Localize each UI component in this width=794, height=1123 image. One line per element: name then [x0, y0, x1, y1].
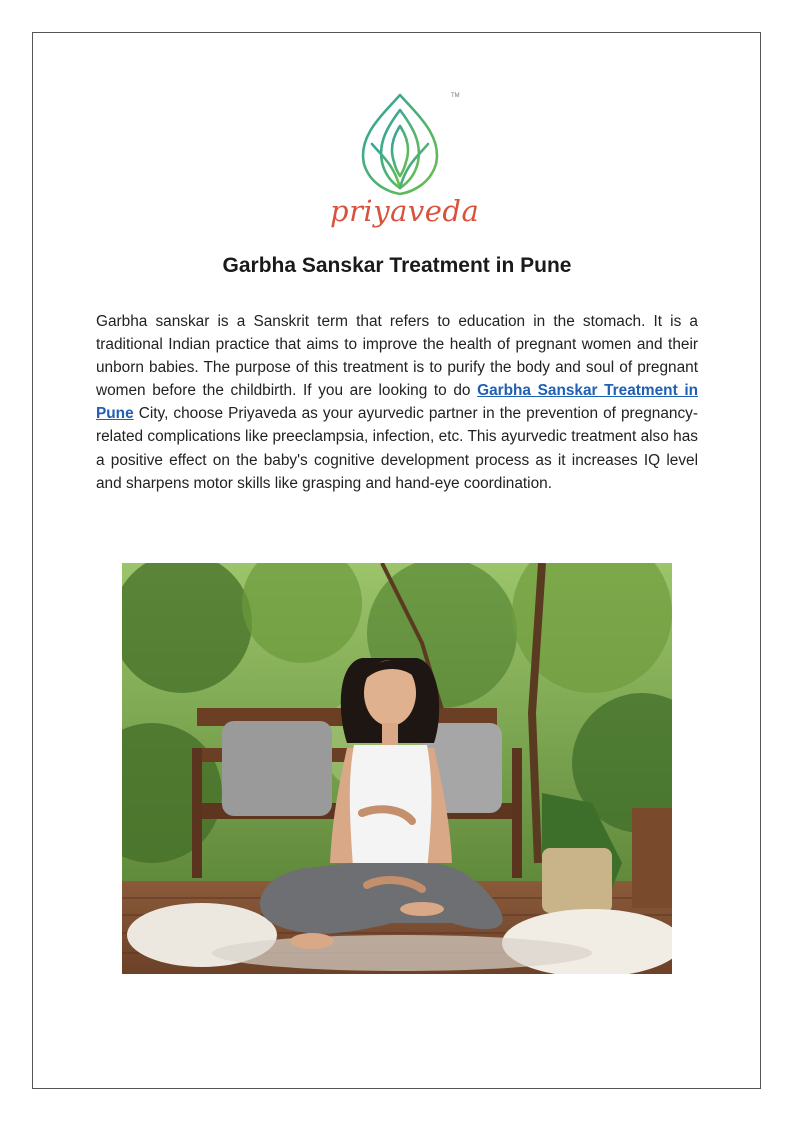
brand-logo [330, 92, 480, 242]
pregnant-woman-meditating-image [122, 563, 672, 974]
paragraph-text-after: City, choose Priyaveda as your ayurvedic partner in the prevention of pregnancy-related complications like preeclampsia, infection, etc. This ayurvedic treatment also has a positive effect on the baby's cognitive development process as it increases IQ level and sharpens motor skills like grasping and hand-eye coordination. [96, 405, 698, 492]
lotus-logo-icon [350, 92, 450, 197]
body-paragraph [96, 310, 698, 495]
treatment-link[interactable]: Garbha Sanskar Treatment in Pune [96, 382, 698, 423]
page-title: Garbha Sanskar Treatment in Pune [222, 254, 572, 277]
paragraph-text-before: Garbha sanskar is a Sanskrit term that refers to education in the stomach. It is a traditional Indian practice that aims to improve the health of pregnant women and their unborn babies. The purpose of this treatment is to purify the body and soul of pregnant women before the childbirth. If you are looking to do [96, 313, 698, 400]
trademark-symbol: TM [451, 93, 460, 99]
meditation-photo [122, 563, 672, 974]
brand-name: priyaveda [330, 194, 480, 228]
